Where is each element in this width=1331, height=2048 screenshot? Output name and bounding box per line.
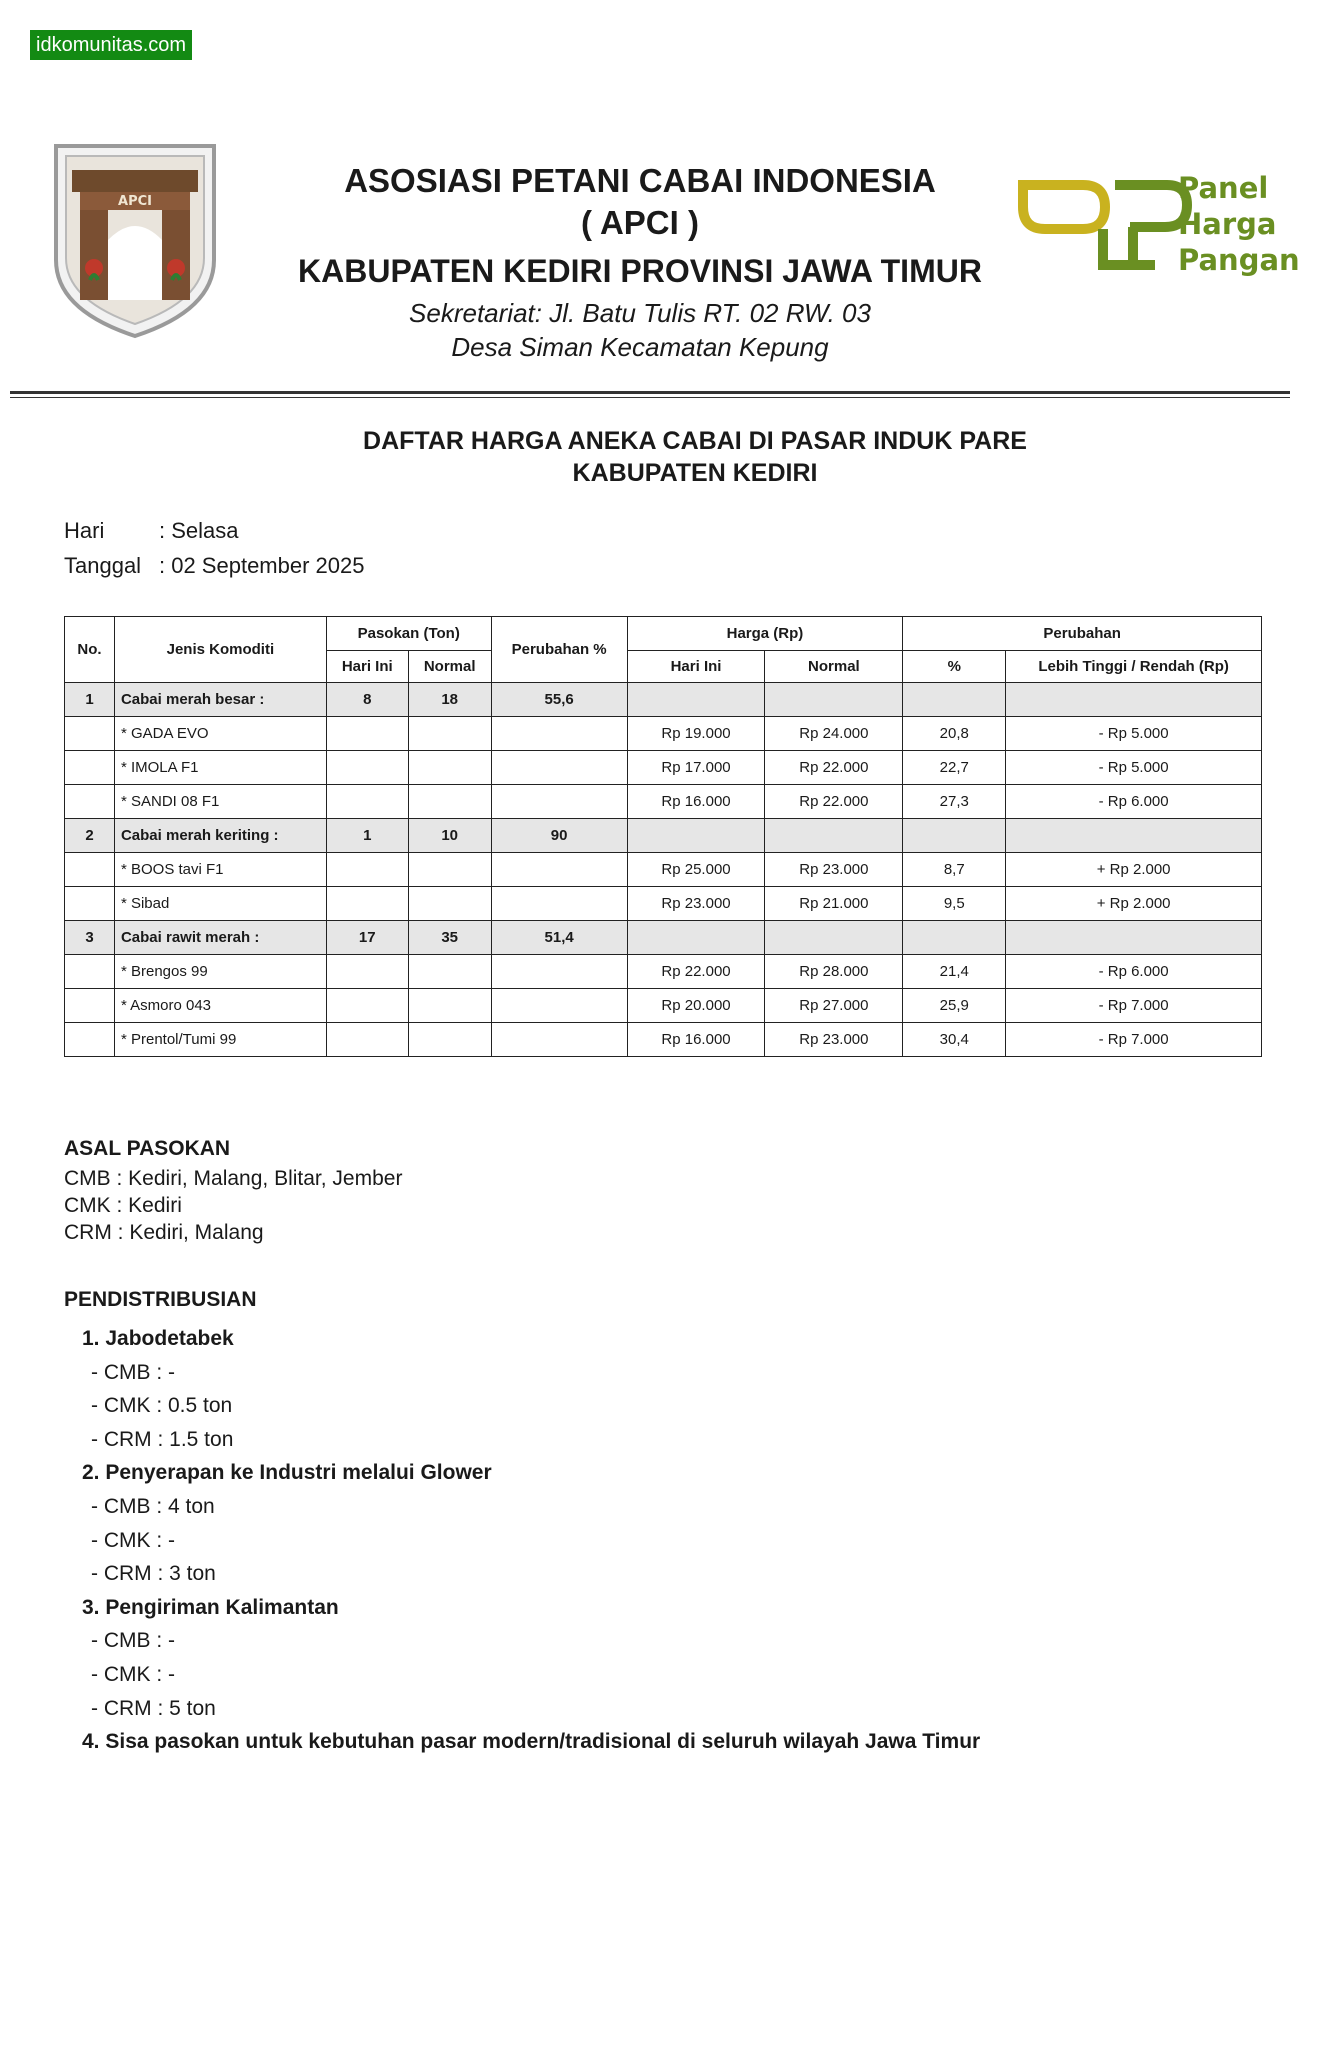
cell-supply-normal [408,989,491,1023]
header-price-today: Hari Ini [627,651,765,683]
cell-price-today: Rp 19.000 [627,717,765,751]
distribution-line: - CMK : - [91,1662,175,1686]
cell-pct [903,683,1006,717]
cell-change-pct [491,1023,627,1057]
cell-price-today: Rp 16.000 [627,785,765,819]
supply-origin-line: CMK : Kediri [64,1194,182,1217]
cell-diff: - Rp 5.000 [1006,717,1262,751]
header-price: Harga (Rp) [627,617,903,651]
cell-price-today [627,921,765,955]
cell-name: * BOOS tavi F1 [114,853,326,887]
distribution-line: - CRM : 5 ton [91,1696,216,1720]
cell-no: 2 [65,819,115,853]
header-supply: Pasokan (Ton) [326,617,491,651]
distribution-item-title: 4. Sisa pasokan untuk kebutuhan pasar modern/tradisional di seluruh wilayah Jawa Timur [82,1730,981,1754]
cell-price-today [627,683,765,717]
cell-change-pct [491,853,627,887]
cell-change-pct: 90 [491,819,627,853]
cell-supply-today: 17 [326,921,408,955]
table-row [65,853,1262,887]
ppp-line1: Panel [1178,171,1269,205]
header-supply-normal: Normal [408,651,491,683]
price-table [64,616,1262,1057]
cell-price-normal: Rp 28.000 [765,955,903,989]
day-row [64,518,239,544]
distribution-item-title: 1. Jabodetabek [82,1327,234,1350]
header-change-diff: Lebih Tinggi / Rendah (Rp) [1006,651,1262,683]
cell-no [65,955,115,989]
document-title [250,425,1140,489]
cell-price-today: Rp 16.000 [627,1023,765,1057]
cell-supply-today [326,989,408,1023]
cell-price-today: Rp 25.000 [627,853,765,887]
cell-price-today [627,819,765,853]
organization-name [250,160,1030,244]
supply-origin-list [64,1165,402,1246]
distribution-item-title: 3. Pengiriman Kalimantan [82,1595,339,1619]
cell-name: * Prentol/Tumi 99 [114,1023,326,1057]
cell-supply-normal [408,853,491,887]
cell-price-normal [765,683,903,717]
cell-name: Cabai merah keriting : [114,819,326,853]
cell-price-normal: Rp 21.000 [765,887,903,921]
distribution-line: - CMK : - [91,1528,175,1552]
table-row [65,717,1262,751]
cell-change-pct: 51,4 [491,921,627,955]
cell-price-normal: Rp 27.000 [765,989,903,1023]
cell-no [65,785,115,819]
cell-diff: - Rp 6.000 [1006,785,1262,819]
cell-diff [1006,819,1262,853]
cell-pct: 21,4 [903,955,1006,989]
title-line2: KABUPATEN KEDIRI [572,459,818,487]
cell-supply-normal [408,955,491,989]
header-price-normal: Normal [765,651,903,683]
address-block [250,296,1030,364]
date-label: Tanggal [64,553,142,578]
address-line1: Sekretariat: Jl. Batu Tulis RT. 02 RW. 03 [409,298,871,328]
cell-pct: 25,9 [903,989,1006,1023]
apci-logo-text: APCI [118,194,152,209]
ppp-line2: Harga [1178,207,1277,241]
cell-change-pct: 55,6 [491,683,627,717]
cell-diff: - Rp 6.000 [1006,955,1262,989]
cell-no [65,989,115,1023]
cell-change-pct [491,989,627,1023]
cell-change-pct [491,717,627,751]
cell-pct [903,819,1006,853]
cell-name: * IMOLA F1 [114,751,326,785]
cell-change-pct [491,887,627,921]
distribution-item-title: 2. Penyerapan ke Industri melalui Glower [82,1461,492,1485]
table-row [65,785,1262,819]
title-line1: DAFTAR HARGA ANEKA CABAI DI PASAR INDUK PARE [363,427,1027,455]
table-row [65,921,1262,955]
cell-supply-today [326,785,408,819]
table-row [65,683,1262,717]
cell-supply-normal: 10 [408,819,491,853]
address-line2: Desa Siman Kecamatan Kepung [451,332,829,362]
cell-no [65,853,115,887]
distribution-title: PENDISTRIBUSIAN [64,1288,257,1311]
cell-no: 1 [65,683,115,717]
watermark-badge: idkomunitas.com [30,30,192,60]
cell-supply-normal: 35 [408,921,491,955]
header-change-percent: % [903,651,1006,683]
cell-pct: 22,7 [903,751,1006,785]
distribution-line: - CMB : - [91,1629,175,1653]
ppp-line3: Pangan [1178,243,1300,277]
cell-no [65,1023,115,1057]
cell-supply-normal [408,785,491,819]
cell-name: * SANDI 08 F1 [114,785,326,819]
cell-supply-today [326,1023,408,1057]
cell-supply-today [326,751,408,785]
header-supply-today: Hari Ini [326,651,408,683]
header-change-pct: Perubahan % [491,617,627,683]
cell-pct: 9,5 [903,887,1006,921]
cell-change-pct [491,955,627,989]
cell-name: Cabai merah besar : [114,683,326,717]
cell-change-pct [491,785,627,819]
cell-price-normal: Rp 22.000 [765,785,903,819]
org-line1: ASOSIASI PETANI CABAI INDONESIA [344,162,936,199]
cell-price-today: Rp 22.000 [627,955,765,989]
header-no: No. [65,617,115,683]
cell-price-today: Rp 17.000 [627,751,765,785]
panel-harga-pangan-wordmark [1178,170,1300,278]
cell-no: 3 [65,921,115,955]
cell-price-today: Rp 20.000 [627,989,765,1023]
distribution-line: - CMK : 0.5 ton [91,1394,233,1418]
cell-diff: - Rp 7.000 [1006,989,1262,1023]
header-divider-thin [10,397,1290,398]
supply-origin-title: ASAL PASOKAN [64,1137,231,1160]
date-row [64,553,364,579]
cell-supply-normal: 18 [408,683,491,717]
cell-pct [903,921,1006,955]
cell-change-pct [491,751,627,785]
cell-pct: 30,4 [903,1023,1006,1057]
cell-name: * Asmoro 043 [114,989,326,1023]
distribution-line: - CMB : 4 ton [91,1494,215,1518]
cell-diff: - Rp 5.000 [1006,751,1262,785]
cell-supply-today: 8 [326,683,408,717]
header-commodity: Jenis Komoditi [114,617,326,683]
cell-pct: 8,7 [903,853,1006,887]
date-value: : 02 September 2025 [159,553,365,578]
cell-pct: 27,3 [903,785,1006,819]
cell-supply-today [326,887,408,921]
cell-no [65,751,115,785]
cell-name: Cabai rawit merah : [114,921,326,955]
cell-supply-today [326,853,408,887]
header-change: Perubahan [903,617,1262,651]
day-value: : Selasa [159,518,239,543]
cell-price-today: Rp 23.000 [627,887,765,921]
cell-price-normal [765,921,903,955]
cell-name: * Brengos 99 [114,955,326,989]
cell-no [65,887,115,921]
distribution-line: - CRM : 1.5 ton [91,1427,234,1451]
cell-supply-normal [408,717,491,751]
apci-shield-logo [50,140,220,340]
cell-supply-today [326,955,408,989]
header-divider-thick [10,391,1290,394]
cell-price-normal: Rp 23.000 [765,1023,903,1057]
cell-diff: - Rp 7.000 [1006,1023,1262,1057]
distribution-list [82,1322,980,1759]
distribution-line: - CMB : - [91,1360,175,1384]
table-row [65,989,1262,1023]
cell-pct: 20,8 [903,717,1006,751]
cell-diff [1006,683,1262,717]
cell-no [65,717,115,751]
region-title: KABUPATEN KEDIRI PROVINSI JAWA TIMUR [298,253,982,289]
cell-supply-normal [408,887,491,921]
table-row [65,819,1262,853]
supply-origin-line: CMB : Kediri, Malang, Blitar, Jember [64,1167,403,1190]
cell-diff [1006,921,1262,955]
cell-supply-normal [408,751,491,785]
cell-supply-today [326,717,408,751]
distribution-line: - CRM : 3 ton [91,1562,216,1586]
table-row [65,1023,1262,1057]
day-label: Hari [64,518,105,543]
cell-price-normal: Rp 24.000 [765,717,903,751]
cell-supply-normal [408,1023,491,1057]
cell-name: * GADA EVO [114,717,326,751]
cell-price-normal: Rp 23.000 [765,853,903,887]
cell-name: * Sibad [114,887,326,921]
table-row [65,887,1262,921]
supply-origin-line: CRM : Kediri, Malang [64,1221,264,1244]
cell-diff: + Rp 2.000 [1006,853,1262,887]
org-line2: ( APCI ) [581,204,699,241]
cell-price-normal [765,819,903,853]
table-row [65,955,1262,989]
cell-price-normal: Rp 22.000 [765,751,903,785]
cell-diff: + Rp 2.000 [1006,887,1262,921]
cell-supply-today: 1 [326,819,408,853]
table-row [65,751,1262,785]
